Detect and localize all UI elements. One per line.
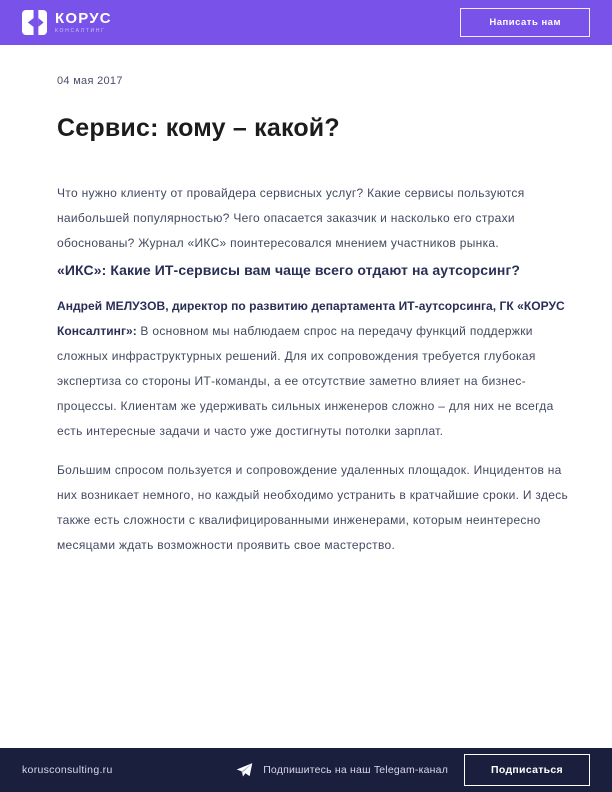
paper-plane-icon <box>236 762 253 779</box>
korus-logo[interactable] <box>22 10 112 35</box>
korus-logo-icon <box>22 10 47 35</box>
telegram-text: Подпишитесь на наш Telegam-канал <box>263 764 449 776</box>
answer-paragraph <box>57 294 570 444</box>
question-heading: «ИКС»: Какие ИТ-сервисы вам чаще всего отдают на аутсорсинг? <box>57 262 521 278</box>
site-link[interactable]: korusconsulting.ru <box>22 764 113 776</box>
article-title: Сервис: кому – какой? <box>57 114 340 142</box>
article-content <box>57 45 570 558</box>
footer-bar <box>0 748 612 792</box>
header-bar <box>0 0 612 45</box>
answer-text: В основном мы наблюдаем спрос на передачу функций поддержки сложных инфраструктурных решений. Для их сопровождения требуется глубокая экспертиза со стороны ИТ-команды, а ее отсутствие заметно влияет на бизнес-процессы. Клиентам же удерживать сильных инженеров сложно – для них не всегда есть интересные задачи и часто уже достигнуты потолки зарплат. <box>57 324 554 438</box>
telegram-subscribe-link[interactable] <box>236 762 448 779</box>
logo-text <box>55 11 112 34</box>
subscribe-button[interactable]: Подписаться <box>464 754 590 786</box>
article-date: 04 мая 2017 <box>57 75 123 87</box>
answer-speaker: Андрей МЕЛУЗОВ, директор по развитию департамента ИТ-аутсорсинга, ГК «КОРУС Консалтинг»: <box>57 299 565 338</box>
logo-title: КОРУС <box>55 10 112 27</box>
article-intro: Что нужно клиенту от провайдера сервисных услуг? Какие сервисы пользуются наибольшей популярностью? Чего опасается заказчик и насколько его страхи обоснованы? Журнал «ИКС» поинтересовался мнением участников рынка. <box>57 186 525 250</box>
contact-us-button[interactable]: Написать нам <box>460 8 590 37</box>
article-paragraph-2: Большим спросом пользуется и сопровождение удаленных площадок. Инцидентов на них возникает немного, но каждый необходимо устранить в кратчайшие сроки. И здесь также есть сложности с квалифицированными инженерами, которым неинтересно месяцами ждать возможности проявить свое мастерство. <box>57 463 569 552</box>
logo-subtitle: КОНСАЛТИНГ <box>55 28 106 34</box>
